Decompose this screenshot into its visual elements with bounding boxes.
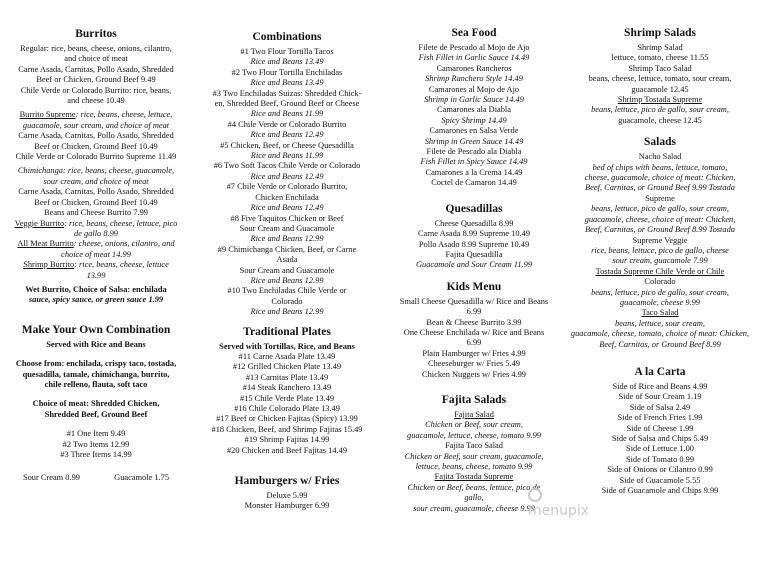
combination-line: Rice and Beans 12.49 <box>250 203 324 213</box>
burritos-heading: Burritos <box>75 28 117 40</box>
veggie-burrito-name: Veggie Burrito <box>14 218 65 228</box>
burrito-supreme-line: Beef or Chicken, Ground Beef 10.49 <box>34 141 158 151</box>
salad-line: beans, lettuce, sour cream, <box>615 318 705 328</box>
combination-line: Rice and Beans 12.99 <box>250 234 324 244</box>
combo-item-1: #1 One Item 9.49 <box>66 429 126 439</box>
quesadilla-line: Fajita Quesadilla <box>445 249 503 259</box>
salads-heading: Salads <box>644 136 676 149</box>
combo-item-2: #2 Two Items 12.99 <box>62 439 130 449</box>
chimichanga-line: Carne Asada, Carnitas, Pollo Asado, Shredded <box>18 187 174 197</box>
fajita-salad-line: Fajita Taco Salad <box>445 441 503 451</box>
combo-item-3: #3 Three Items 14.99 <box>60 450 132 459</box>
combination-line: #4 Chile Verde or Colorado Burrito <box>227 119 347 129</box>
combo-choose-1: Choose from: enchilada, crispy taco, tostada, <box>15 359 177 369</box>
seafood-list <box>384 43 564 189</box>
a-la-carta-line: Side of Salsa and Chips 5.49 <box>611 434 709 443</box>
column-seafood <box>384 27 564 514</box>
burrito-supreme-name: Burrito Supreme <box>19 110 76 120</box>
traditional-line: #16 Chile Colorado Plate 13.49 <box>234 404 340 413</box>
combo-guacamole: Guacamole 1.75 <box>114 473 170 483</box>
traditional-subtitle: Served with Tortillas, Rice, and Beans <box>219 341 355 351</box>
seafood-line: Camarones ala Diabla <box>437 105 511 115</box>
a-la-carta-line: Side of Sour Cream 1.19 <box>618 392 702 402</box>
traditional-line: #18 Chicken, Beef, and Shrimp Fajitas 15.49 <box>211 424 363 434</box>
column-combinations <box>192 31 382 512</box>
traditional-list <box>192 352 382 456</box>
burrito-line: Chile Verde or Colorado Burrito: rice, beans, <box>20 85 172 95</box>
make-combo-subtitle: Served with Rice and Beans <box>46 339 146 349</box>
salad-line: cheese, guacamole, choice of meat: Chicken, <box>584 173 736 183</box>
seafood-line: Shrimp in Garlic Sauce 14.49 <box>424 95 524 105</box>
combination-line: Rice and Beans 12.49 <box>250 171 324 181</box>
all-meat-burrito-desc: : cheese, onions, cilantro, and <box>73 239 175 249</box>
burrito-supreme-desc: : rice, beans, cheese, lettuce, <box>75 110 173 120</box>
burrito-line: and cheese 10.49 <box>67 96 125 106</box>
combination-line: Rice and Beans 12.99 <box>250 307 324 317</box>
combination-line: #8 Five Taquitos Chicken or Beef <box>230 213 344 223</box>
kids-heading: Kids Menu <box>446 280 502 293</box>
fajita-salad-line: lettuce, beans, cheese, tomato 9.99 <box>415 462 533 471</box>
a-la-carta-line: Side of Onions or Cilantro 0.99 <box>607 465 713 475</box>
wet-burrito-line-2: sauce, spicy sauce, or green sauce 1.99 <box>28 295 164 305</box>
combination-line: Rice and Beans 12.49 <box>250 130 324 140</box>
combination-line: #9 Chimichanga Chicken, Beef, or Carne <box>217 244 357 254</box>
all-meat-burrito-price: choice of meat 14.99 <box>61 249 131 259</box>
salad-line: beans, lettuce, pico de gallo, sour cream, <box>591 204 729 214</box>
combination-line: Chicken Enchilada <box>255 192 319 202</box>
combo-choose-2: quesadilla, tamale, chimichanga, burrito, <box>22 369 170 379</box>
shrimp-salad-line: Shrimp Tostada Supreme <box>617 95 703 105</box>
a-la-carta-list <box>566 382 754 496</box>
traditional-line: #13 Carnitas Plate 13.49 <box>245 372 329 382</box>
veggie-burrito-desc: : rice, beans, cheese, lettuce, pico <box>64 218 178 228</box>
shrimp-salad-line: guacamole, cheese 12.45 <box>618 115 702 125</box>
shrimp-salad-line: guacamole 12.45 <box>631 84 689 94</box>
a-la-carta-line: Side of Lettuce 1.00 <box>626 444 694 454</box>
fajita-salad-line: Chicken or Beef, sour cream, <box>425 420 523 430</box>
shrimp-salad-line: beans, cheese, lettuce, tomato, sour cream, <box>588 74 732 84</box>
fajita-salad-line: Chicken or Beef, beans, lettuce, pico de <box>407 482 541 492</box>
a-la-carta-line: Side of Salsa 2.49 <box>629 402 691 412</box>
wet-burrito-line-1: Wet Burrito, Choice of Salsa: enchilada <box>25 284 167 294</box>
combination-line: Rice and Beans 11.99 <box>250 151 324 161</box>
combination-line: Rice and Beans 13.49 <box>250 57 324 67</box>
watermark-text: menupix <box>528 503 590 519</box>
veggie-burrito <box>6 219 186 229</box>
combination-line: #1 Two Flour Tortilla Tacos <box>240 47 334 56</box>
combination-line: #3 Two Enchiladas Suizas: Shredded Chick- <box>212 88 362 98</box>
shrimp-salad-line: beans, lettuce, pico de gallo, sour cream, <box>591 105 729 115</box>
combination-line: #6 Two Soft Tacos Chile Verde or Colorado <box>213 161 361 171</box>
chimichanga-line: Chimichanga: rice, beans, cheese, guacamole, <box>17 166 175 176</box>
kids-line: One Cheese Enchilada w/ Rice and Beans <box>403 327 545 337</box>
traditional-line: #14 Steak Ranchero 13.49 <box>242 383 332 393</box>
chimichanga-line: sour cream, and choice of meat <box>43 176 149 186</box>
salad-line: rice, beans, lettuce, pico de gallo, cheese <box>591 245 729 255</box>
seafood-line: Coctel de Camaron 14.49 <box>431 178 517 188</box>
all-meat-burrito <box>6 239 186 249</box>
seafood-line: Shrimp in Green Sauce 14.49 <box>424 136 524 146</box>
shrimp-burrito-desc: : rice, beans, cheese, lettuce <box>74 260 169 270</box>
combination-line: #5 Chicken, Beef, or Cheese Quesadilla <box>220 140 354 150</box>
hamburgers-heading: Hamburgers w/ Fries <box>234 475 340 488</box>
salad-line: Taco Salad <box>641 308 679 318</box>
traditional-heading: Traditional Plates <box>243 325 331 338</box>
burrito-supreme-details <box>6 121 186 163</box>
combination-line: Sour Cream and Guacamole <box>239 265 335 275</box>
kids-line: Cheeseburger w/ Fries 5.49 <box>428 359 520 369</box>
salad-line: Beef, Carnitas, or Ground Beef 8.99 <box>599 339 721 349</box>
burrito-supreme-line: guacamole, sour cream, and choice of meat <box>22 120 170 130</box>
salad-line: Supreme <box>645 193 675 203</box>
quesadillas-heading: Quesadillas <box>445 202 503 215</box>
seafood-heading: Sea Food <box>451 27 497 39</box>
fajita-salad-line: Fajita Tostada Supreme <box>434 472 514 482</box>
combination-line: Colorado <box>271 296 303 306</box>
hamburger-line: Deluxe 5.99 <box>266 491 308 501</box>
salad-line: beans, lettuce, pico de gallo, sour cream, <box>591 287 729 297</box>
combo-meat-2: Shredded Beef, Ground Beef <box>44 409 148 419</box>
hamburger-line: Monster Hamburger 6.99 <box>244 501 330 511</box>
traditional-line: #20 Chicken and Beef Fajitas 14.49 <box>226 445 348 455</box>
kids-line: Plain Hamburger w/ Fries 4.99 <box>422 348 526 358</box>
shrimp-salads-list <box>566 43 754 126</box>
salad-line: guacamole, cheese, tomato, choice of meat: Chicken, <box>570 329 750 339</box>
fajita-salad-line: Chicken or Beef, sour cream, guacamole, <box>404 451 544 461</box>
column-salads <box>566 27 754 496</box>
fajita-salad-line: guacamole, lettuce, cheese, tomato 9.99 <box>407 430 541 440</box>
combination-line: Rice and Beans 11.99 <box>250 109 324 119</box>
seafood-line: Filete de Pescado al Mojo de Ajo <box>418 43 530 52</box>
fajita-salad-line: gallo, <box>464 493 484 503</box>
column-burritos <box>6 28 186 484</box>
kids-line: Small Cheese Quesadilla w/ Rice and Beans <box>399 296 549 306</box>
burrito-line: and choice of meat <box>64 54 128 64</box>
burrito-supreme <box>6 110 186 120</box>
shrimp-salad-line: Shrimp Salad <box>637 43 683 52</box>
burrito-supreme-line: Carne Asada, Carnitas, Pollo Asado, Shredded <box>18 131 174 141</box>
fajita-salad-line: Fajita Salad <box>454 409 494 419</box>
seafood-line: Camarones en Salsa Verde <box>429 126 519 136</box>
a-la-carta-line: Side of Cheese 1.99 <box>626 423 694 433</box>
quesadilla-line: Cheese Quesadilla 8.99 <box>434 218 514 228</box>
seafood-line: Camarones Rancheros <box>436 63 512 73</box>
combinations-list <box>192 47 382 318</box>
all-meat-burrito-name: All Meat Burrito <box>17 239 74 249</box>
seafood-line: Camarones al Mojo de Ajo <box>428 84 520 94</box>
salad-line: Nacho Salad <box>638 152 682 162</box>
quesadilla-line: Guacamole and Sour Cream 11.99 <box>415 260 533 270</box>
seafood-line: Spicy Shrimp 14.49 <box>441 115 507 125</box>
quesadilla-line: Pollo Asado 8.99 Supreme 10.49 <box>418 239 530 249</box>
veggie-burrito-price: de gallo 8.99 <box>74 228 118 238</box>
seafood-line: Fish Fillet in Spicy Sauce 14.49 <box>420 157 528 167</box>
kids-list <box>384 297 564 380</box>
kids-line: Bean & Cheese Burrito 3.99 <box>426 317 522 327</box>
chimichanga-line: Beef or Chicken, Ground Beef 10.49 <box>34 197 158 207</box>
salad-line: bed of chips with beans, lettuce, tomato, <box>592 162 728 172</box>
combinations-heading: Combinations <box>252 31 322 43</box>
burrito-supreme-line: Chile Verde or Colorado Burrito Supreme 11.49 <box>15 152 177 162</box>
fajita-salads-heading: Fajita Salads <box>441 393 507 406</box>
salad-line: Beef, Carnitas, or Ground Beef 9.99 Tostada <box>585 183 735 193</box>
combination-line: en, Shredded Beef, Ground Beef or Cheese <box>214 99 360 109</box>
salad-line: Supreme Veggie <box>632 235 688 245</box>
menupix-logo-icon <box>528 488 542 502</box>
salad-line: sour cream, guacamole 7.99 <box>612 256 708 266</box>
salads-list <box>566 152 754 350</box>
burrito-line: Carne Asada, Carnitas, Pollo Asado, Shredded <box>18 64 174 74</box>
chimichanga <box>6 166 186 218</box>
a-la-carta-line: Side of Tomato 0.99 <box>625 454 695 464</box>
salad-line: Colorado <box>644 277 676 287</box>
a-la-carta-line: Side of Guacamole 5.55 <box>619 475 701 485</box>
kids-line: 6.99 <box>466 307 482 317</box>
chimichanga-line: Beans and Cheese Burrito 7.99 <box>44 208 148 218</box>
combination-line: Rice and Beans 12.99 <box>250 275 324 285</box>
a-la-carta-line: Side of Rice and Beans 4.99 <box>612 381 708 391</box>
fajita-salad-line: sour cream, guacamole, cheese 9.99 <box>413 503 535 513</box>
shrimp-burrito-price: 13.99 <box>86 270 106 280</box>
traditional-line: #15 Chile Verde Plate 13.49 <box>239 393 335 403</box>
seafood-line: Filete de Pescado ala Diabla <box>426 147 522 157</box>
combination-line: #7 Chile Verde or Colorado Burrito, <box>226 182 348 192</box>
seafood-line: Shrimp Ranchero Style 14.49 <box>425 74 523 84</box>
seafood-line: Fish Fillet in Garlic Sauce 14.49 <box>418 53 530 63</box>
quesadillas-list <box>384 219 564 271</box>
make-combo-heading: Make Your Own Combination <box>21 323 171 336</box>
salad-line: Tostada Supreme Chile Verde or Chile <box>595 266 725 276</box>
combo-meat-1: Choice of meat: Shredded Chicken, <box>32 399 160 409</box>
burrito-line: Regular: rice, beans, cheese, onions, cilantro, <box>20 44 172 53</box>
burrito-line: Beef or Chicken, Ground Beef 9.49 <box>36 75 156 85</box>
hamburgers-list <box>192 491 382 512</box>
salad-line: Beef, Carnitas, or Ground Beef 8.99 Tostada <box>585 225 735 235</box>
shrimp-salad-line: Shrimp Taco Salad <box>628 63 692 73</box>
combination-line: Rice and Beans 13.49 <box>250 78 324 88</box>
traditional-line: #12 Grilled Chicken Plate 13.49 <box>232 362 342 372</box>
combination-line: Sour Cream and Guacamole <box>239 223 335 233</box>
kids-line: Chicken Nuggets w/ Fries 4.99 <box>422 369 526 379</box>
a-la-carta-line: Side of French Fries 1.99 <box>617 413 703 423</box>
traditional-line: #19 Shrimp Fajitas 14.99 <box>244 435 330 445</box>
watermark <box>528 487 598 519</box>
traditional-line: #11 Carne Asada Plate 13.49 <box>238 351 336 361</box>
kids-line: 6.99 <box>466 338 482 348</box>
salad-line: guacamole, cheese, choice of meat: Chicken, <box>584 214 736 224</box>
seafood-line: Camarones a la Crema 14.49 <box>425 167 523 177</box>
combo-sour-cream: Sour Cream 0.99 <box>22 473 80 483</box>
shrimp-salad-line: lettuce, tomato, cheese 11.55 <box>611 53 709 63</box>
combination-line: #2 Two Flour Tortilla Enchiladas <box>231 67 343 77</box>
shrimp-burrito-name: Shrimp Burrito <box>23 260 75 270</box>
a-la-carta-line: Side of Guacamole and Chips 9.99 <box>601 486 719 496</box>
traditional-line: #17 Beef or Chicken Fajitas (Spicy) 13.99 <box>216 414 358 424</box>
salad-line: guacamole, cheese 9.99 <box>619 297 700 307</box>
combination-line: #10 Two Enchiladas Chile Verde or <box>227 286 347 296</box>
quesadilla-line: Carne Asada 8.99 Supreme 10.49 <box>417 229 531 239</box>
combo-sides <box>6 473 186 483</box>
burritos-regular <box>6 44 186 106</box>
shrimp-burrito <box>6 260 186 270</box>
combo-choose-3: chile relleno, flauta, soft taco <box>44 379 148 389</box>
a-la-carta-heading: A la Carta <box>634 365 686 378</box>
shrimp-salads-heading: Shrimp Salads <box>624 27 696 39</box>
combination-line: Asada <box>276 255 298 265</box>
